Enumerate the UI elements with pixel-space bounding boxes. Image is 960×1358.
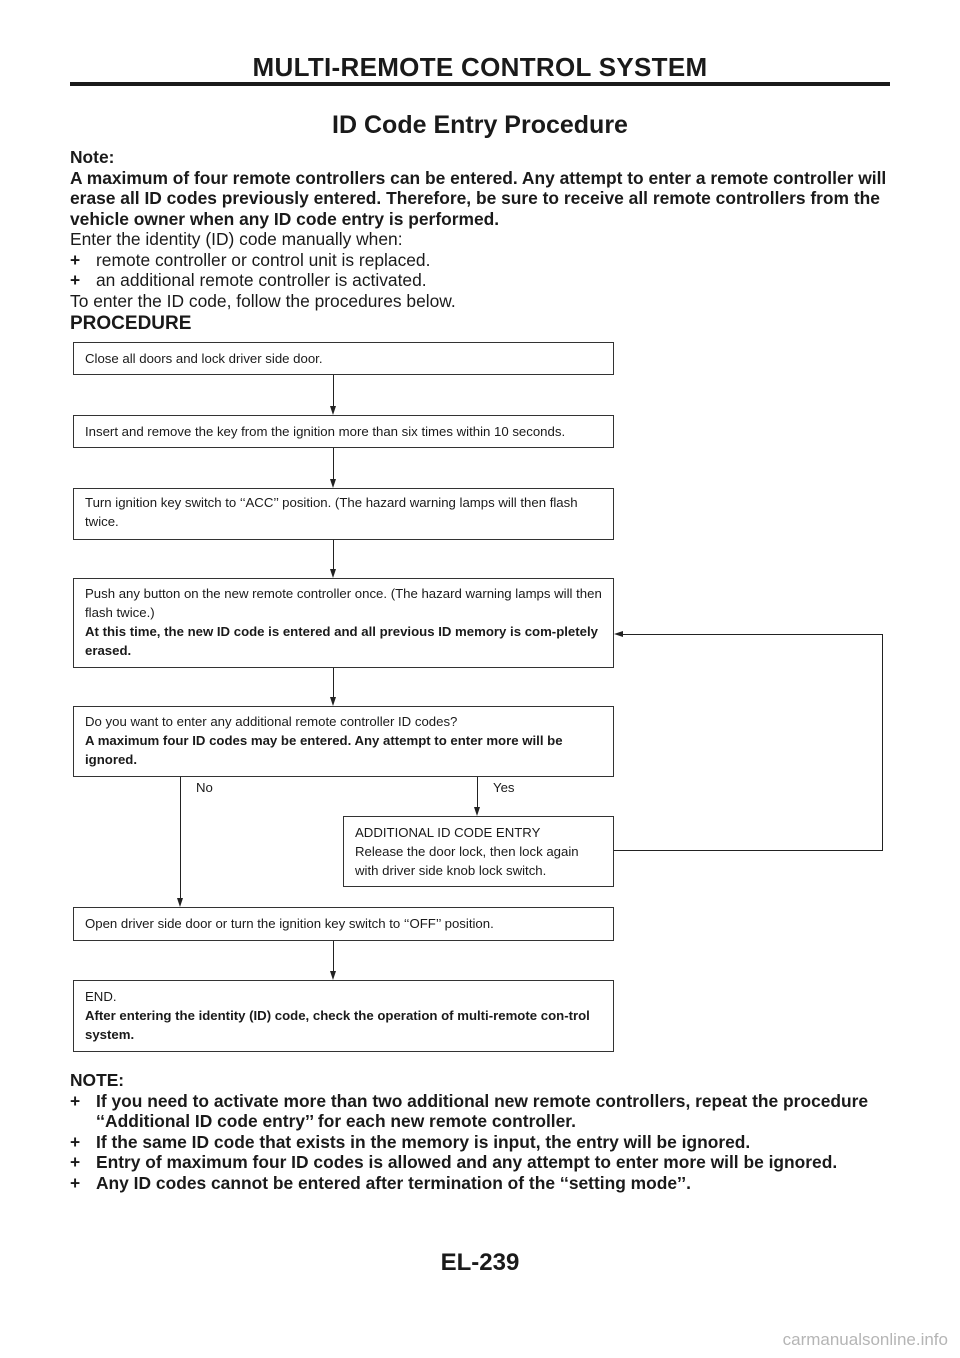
bullet-mark: + bbox=[70, 1131, 81, 1152]
branch-label-yes: Yes bbox=[493, 780, 515, 795]
note-item-text: If the same ID code that exists in the memory is input, the entry will be ignored. bbox=[96, 1131, 751, 1152]
manual-entry-text: Enter the identity (ID) code manually when: bbox=[70, 229, 403, 249]
note-item-text: Any ID codes cannot be entered after termination of the ‘‘setting mode’’. bbox=[96, 1172, 691, 1193]
step-box-end bbox=[73, 980, 614, 1052]
intro-bullet bbox=[70, 250, 888, 271]
step-box-open-door bbox=[73, 907, 614, 941]
arrow-down-icon bbox=[177, 898, 183, 907]
loop-line bbox=[882, 634, 883, 850]
note-item-text: Entry of maximum four ID codes is allowed and any attempt to enter more will be ignored. bbox=[96, 1152, 838, 1172]
step-box-additional-entry bbox=[343, 816, 614, 887]
connector-line bbox=[333, 375, 334, 407]
arrow-down-icon bbox=[330, 479, 336, 488]
watermark: carmanualsonline.info bbox=[782, 1330, 948, 1349]
bullet-mark: + bbox=[70, 270, 81, 290]
step-box-insert-key bbox=[73, 415, 614, 448]
step-text: Do you want to enter any additional remote controller ID codes? bbox=[85, 714, 458, 729]
intro-bullet bbox=[70, 270, 888, 291]
additional-title: ADDITIONAL ID CODE ENTRY bbox=[355, 825, 541, 840]
loop-line bbox=[622, 634, 882, 635]
step-text: Insert and remove the key from the ignition more than six times within 10 seconds. bbox=[85, 424, 566, 439]
bullet-mark: + bbox=[70, 1090, 81, 1111]
note-item bbox=[70, 1152, 888, 1173]
notes-block bbox=[70, 1070, 888, 1193]
note-label: Note: bbox=[70, 147, 115, 167]
step-box-push-button bbox=[73, 578, 614, 668]
connector-line bbox=[333, 448, 334, 480]
note-item-text: If you need to activate more than two additional new remote controllers, repeat the procedure ‘‘Additional ID code entry’’ for each new remote controller. bbox=[96, 1090, 869, 1131]
connector-line bbox=[333, 668, 334, 698]
page-number: EL-239 bbox=[440, 1249, 520, 1276]
connector-line-yes bbox=[477, 777, 478, 808]
bullet-mark: + bbox=[70, 1172, 81, 1193]
arrow-down-icon bbox=[330, 569, 336, 578]
step-text: Push any button on the new remote controller once. (The hazard warning lamps will then flash twice.) bbox=[85, 586, 602, 620]
bullet-mark: + bbox=[70, 249, 81, 270]
step-bold-text: At this time, the new ID code is entered and all previous ID memory is com-pletely erased. bbox=[85, 624, 598, 658]
follow-text: To enter the ID code, follow the procedures below. bbox=[70, 290, 456, 311]
arrow-down-icon bbox=[330, 406, 336, 415]
step-bold-text: A maximum four ID codes may be entered. Any attempt to enter more will be ignored. bbox=[85, 733, 563, 767]
intro-bullet-text: an additional remote controller is activated. bbox=[96, 270, 427, 290]
end-bold-text: After entering the identity (ID) code, check the operation of multi-remote con-trol system. bbox=[85, 1008, 590, 1042]
arrow-down-icon bbox=[474, 807, 480, 816]
connector-line-no bbox=[180, 777, 181, 899]
additional-text: Release the door lock, then lock again with driver side knob lock switch. bbox=[355, 844, 579, 878]
intro-block bbox=[70, 147, 888, 311]
note-text: A maximum of four remote controllers can be entered. Any attempt to enter a remote controller will erase all ID codes previously entered. Therefore, be sure to receive all remote controllers from the vehicle owner when any ID code entry is performed. bbox=[70, 167, 887, 229]
header-rule bbox=[70, 82, 890, 86]
step-box-close-doors bbox=[73, 342, 614, 375]
procedure-heading: PROCEDURE bbox=[70, 313, 192, 334]
section-title: ID Code Entry Procedure bbox=[332, 111, 628, 139]
note-item bbox=[70, 1173, 888, 1194]
loop-line bbox=[614, 850, 883, 851]
connector-line bbox=[333, 941, 334, 972]
step-text: Close all doors and lock driver side door. bbox=[85, 351, 323, 366]
arrow-down-icon bbox=[330, 971, 336, 980]
arrow-down-icon bbox=[330, 697, 336, 706]
intro-bullet-text: remote controller or control unit is replaced. bbox=[96, 249, 431, 270]
step-box-acc-position bbox=[73, 488, 614, 540]
note-item bbox=[70, 1091, 888, 1132]
note-item bbox=[70, 1132, 888, 1153]
header-title: MULTI-REMOTE CONTROL SYSTEM bbox=[252, 52, 708, 82]
end-label: END. bbox=[85, 989, 117, 1004]
step-box-additional-question bbox=[73, 706, 614, 777]
branch-label-no: No bbox=[196, 780, 213, 795]
connector-line bbox=[333, 540, 334, 570]
step-text: Turn ignition key switch to ‘‘ACC’’ position. (The hazard warning lamps will then flash twice. bbox=[85, 495, 578, 529]
notes-label: NOTE: bbox=[70, 1070, 125, 1090]
step-text: Open driver side door or turn the ignition key switch to ‘‘OFF’’ position. bbox=[85, 916, 494, 931]
bullet-mark: + bbox=[70, 1152, 81, 1172]
